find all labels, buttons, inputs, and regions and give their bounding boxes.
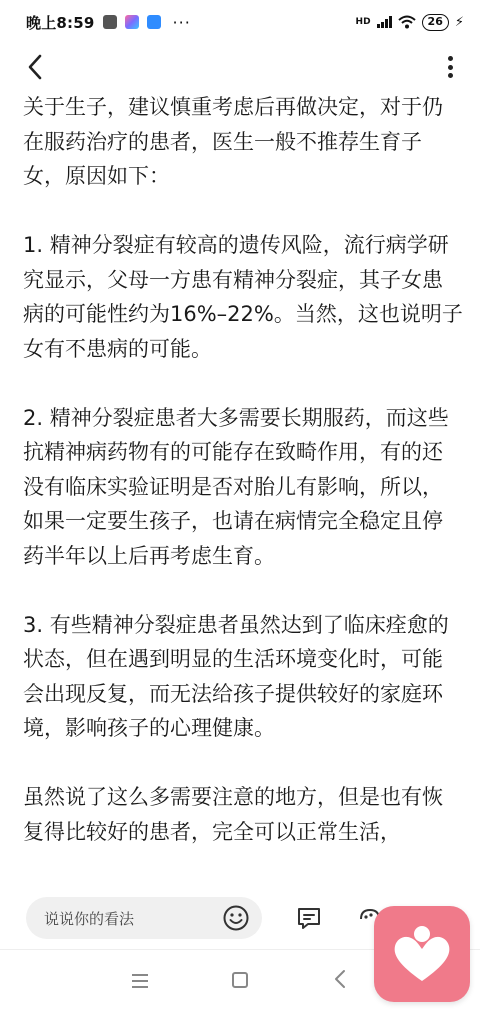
paragraph-point-3: 3. 有些精神分裂症患者虽然达到了临床痊愈的状态，但在遇到明显的生活环境变化时，可能会出现反复，而无法给孩子提供较好的家庭环境，影响孩子的心理健康。	[23, 612, 449, 740]
heart-app-icon	[387, 919, 457, 989]
status-time: 晚上8:59	[26, 13, 95, 32]
signal-icon	[377, 16, 392, 28]
more-vertical-icon	[448, 56, 453, 61]
emoji-button[interactable]	[222, 904, 250, 932]
back-triangle-icon	[332, 968, 348, 990]
menu-icon	[132, 974, 148, 976]
status-left	[26, 12, 191, 33]
floating-app-button[interactable]	[374, 906, 470, 1002]
chevron-left-icon	[22, 52, 50, 82]
nav-home-button[interactable]	[232, 972, 248, 988]
comment-placeholder: 说说你的看法	[44, 909, 135, 928]
wifi-icon	[398, 15, 416, 29]
notification-app-icon	[125, 15, 139, 29]
status-more-dots: ···	[172, 12, 191, 32]
paragraph-conclusion: 虽然说了这么多需要注意的地方，但是也有恢复得比较好的患者，完全可以正常生活，	[23, 785, 443, 844]
paragraph-point-1: 1. 精神分裂症有较高的遗传风险，流行病学研究显示，父母一方患有精神分裂症，其子女患病的可能性约为16%–22%。当然，这也说明子女有不患病的可能。	[23, 233, 463, 361]
notification-app-icon	[147, 15, 161, 29]
battery-indicator: 26	[422, 14, 449, 31]
status-bar	[0, 0, 480, 44]
status-right	[356, 14, 464, 31]
notification-app-icon	[103, 15, 117, 29]
article-content	[23, 90, 463, 890]
charging-icon: ⚡	[454, 14, 464, 30]
network-type: HD	[355, 17, 371, 27]
comment-icon	[295, 904, 323, 932]
paragraph-intro: 关于生子，建议慎重考虑后再做决定，对于仍在服药治疗的患者，医生一般不推荐生育子女，原因如下：	[23, 95, 443, 188]
emoji-smile-icon	[222, 904, 250, 932]
more-options-button[interactable]	[444, 52, 456, 82]
nav-menu-button[interactable]	[132, 974, 148, 988]
nav-back-button[interactable]	[332, 968, 348, 990]
paragraph-point-2: 2. 精神分裂症患者大多需要长期服药，而这些抗精神病药物有的可能存在致畸作用，有的还没有临床实验证明是否对胎儿有影响，所以，如果一定要生孩子，也请在病情完全稳定且停药半年以上后再考虑生育。	[23, 405, 449, 568]
top-bar	[0, 44, 480, 90]
comments-button[interactable]	[295, 904, 323, 932]
back-button[interactable]	[22, 52, 50, 82]
